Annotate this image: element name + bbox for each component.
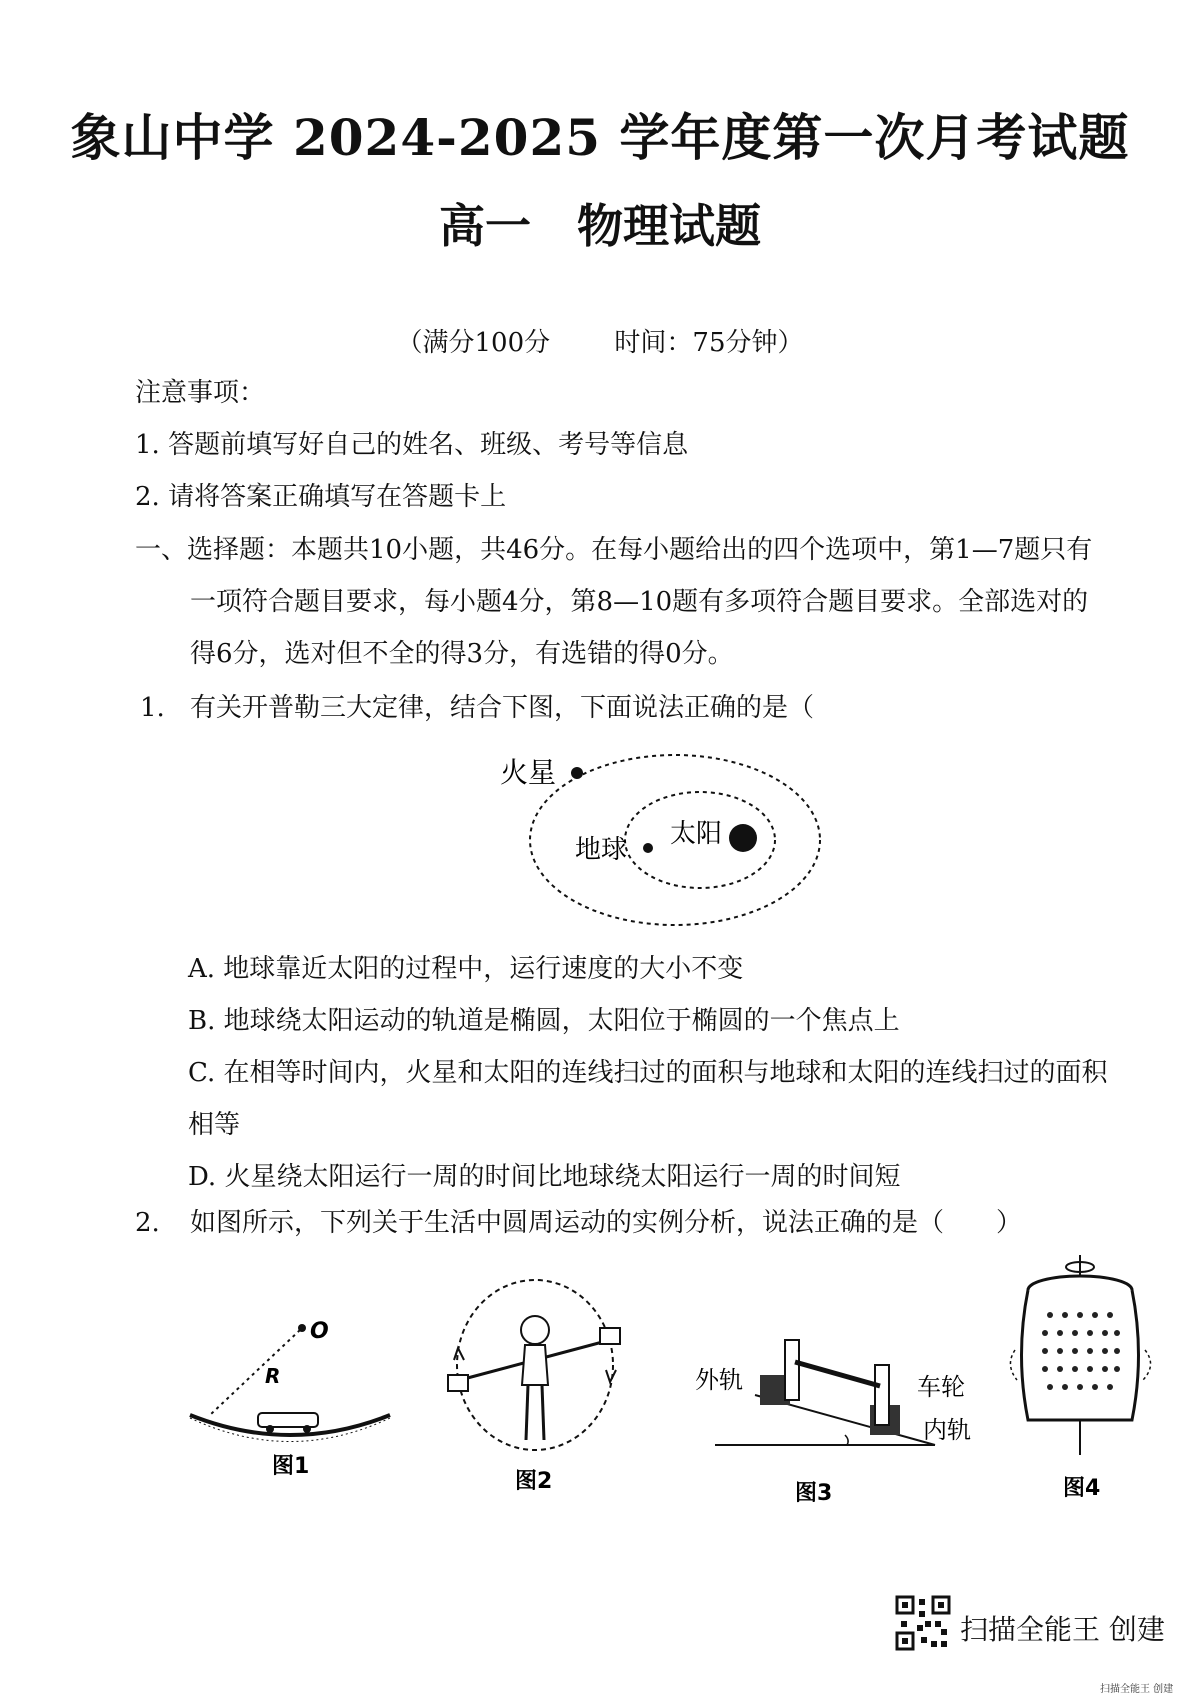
exam-meta	[0, 322, 1200, 359]
full-score: （满分100分	[396, 328, 551, 358]
earth-dot	[643, 843, 653, 853]
qr-code-icon	[895, 1595, 951, 1651]
fig2-label: 图2	[515, 1469, 553, 1494]
section1-line-3: 得6分，选对但不全的得3分，有选错的得0分。	[190, 639, 734, 669]
sun-label: 太阳	[670, 819, 723, 849]
notes-heading: 注意事项：	[135, 378, 266, 408]
q2-number: 2.	[135, 1208, 160, 1238]
scanner-watermark: 扫描全能王 创建	[960, 1613, 1165, 1646]
exam-time: 时间：75分钟）	[614, 328, 804, 358]
kepler-orbit-figure	[480, 740, 830, 940]
figure-2-person-swing	[440, 1270, 630, 1500]
mars-dot	[571, 767, 583, 779]
q1-number: 1.	[140, 693, 165, 723]
note-item-2: 2. 请将答案正确填写在答题卡上	[135, 482, 507, 512]
earth-label: 地球	[575, 835, 628, 865]
q1-stem: 有关开普勒三大定律，结合下图，下面说法正确的是（	[190, 693, 815, 723]
note-item-1: 1. 答题前填写好自己的姓名、班级、考号等信息	[135, 430, 689, 460]
section1-line-1: 一、选择题：本题共10小题，共46分。在每小题给出的四个选项中，第1—7题只有	[135, 535, 1093, 565]
section1-line-2: 一项符合题目要求，每小题4分，第8—10题有多项符合题目要求。全部选对的	[190, 587, 1089, 617]
q2-stem: 如图所示，下列关于生活中圆周运动的实例分析，说法正确的是（ ）	[190, 1208, 1023, 1238]
car-body	[258, 1413, 318, 1427]
fig3-outer-label: 外轨	[695, 1366, 743, 1394]
fig4-label: 图4	[1063, 1476, 1101, 1501]
q1-option-a: A. 地球靠近太阳的过程中，运行速度的大小不变	[188, 954, 744, 984]
fig1-r-label: R	[265, 1364, 281, 1388]
figure-4-washing-drum	[1005, 1255, 1165, 1505]
q1-option-d: D. 火星绕太阳运行一周的时间比地球绕太阳运行一周的时间短	[188, 1162, 901, 1192]
fig3-wheel-label: 车轮	[917, 1373, 965, 1401]
exam-subtitle: 高一 物理试题	[439, 199, 761, 253]
fig1-o-label: O	[310, 1319, 329, 1344]
sun-dot	[729, 824, 757, 852]
figure-3-banked-track	[695, 1320, 985, 1510]
fig3-inner-label: 内轨	[923, 1416, 971, 1444]
exam-title: 象山中学 2024-2025 学年度第一次月考试题	[70, 108, 1130, 167]
q1-option-b: B. 地球绕太阳运动的轨道是椭圆，太阳位于椭圆的一个焦点上	[188, 1006, 900, 1036]
scanner-mark-small: 扫描全能王 创建	[1100, 1684, 1174, 1695]
fig3-label: 图3	[795, 1481, 833, 1506]
q1-option-c-cont: 相等	[188, 1110, 241, 1140]
figure-1-car-curve	[180, 1305, 410, 1485]
fig1-label: 图1	[272, 1454, 310, 1479]
q1-option-c: C. 在相等时间内，火星和太阳的连线扫过的面积与地球和太阳的连线扫过的面积	[188, 1058, 1108, 1088]
mars-label: 火星	[500, 756, 557, 789]
